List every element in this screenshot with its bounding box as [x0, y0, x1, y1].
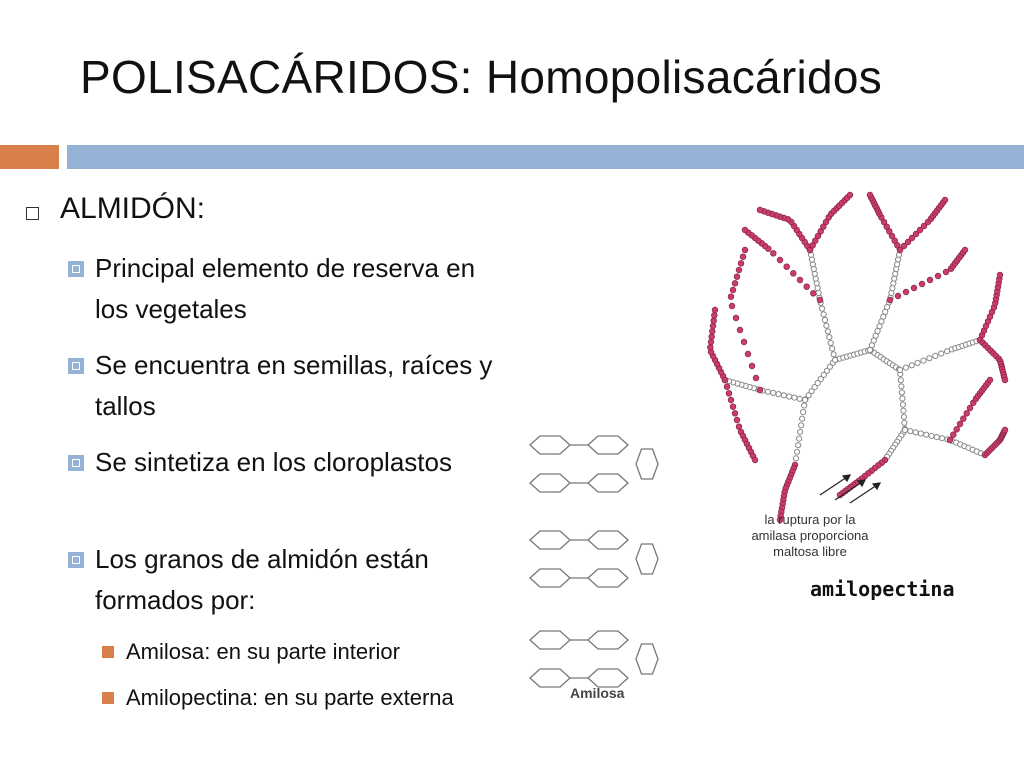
core-residue [832, 357, 837, 362]
sub-bullet-item [126, 679, 486, 717]
note-line: maltosa libre [773, 544, 847, 559]
branch-residue [962, 247, 968, 253]
core-residue [815, 286, 820, 291]
core-residue [798, 429, 803, 434]
branch-residue [964, 410, 970, 416]
branch-residue [954, 426, 960, 432]
branch-residue [790, 270, 796, 276]
core-residue [913, 430, 918, 435]
branch-residue [728, 294, 734, 300]
glucose-ring [530, 436, 570, 454]
bullet-text: Los granos de almidón están formados por: [95, 544, 429, 615]
sub-bullet-item [126, 633, 506, 671]
glucose-ring [636, 449, 658, 479]
branch-residue [887, 297, 893, 303]
core-residue [890, 286, 895, 291]
branch-residue [804, 284, 810, 290]
bullet-item [95, 248, 495, 330]
square-bullet-icon [68, 358, 84, 374]
bullet-text: Se sintetiza en los cloroplastos [95, 447, 452, 477]
amylase-note [720, 512, 900, 560]
core-residue [781, 393, 786, 398]
core-residue [794, 449, 799, 454]
branch-residue [738, 260, 744, 266]
amylopectin-structure-figure [700, 190, 1010, 560]
core-residue [901, 408, 906, 413]
branch-residue [757, 207, 763, 213]
title-accent-blue [67, 145, 1024, 169]
branch-residue [942, 197, 948, 203]
core-residue [897, 367, 902, 372]
core-residue [934, 435, 939, 440]
core-residue [902, 420, 907, 425]
branch-residue [711, 318, 717, 324]
branch-residue [745, 351, 751, 357]
orange-square-bullet-icon [102, 646, 114, 658]
branch-residue [742, 227, 748, 233]
glucose-ring [588, 631, 628, 649]
bullet-item [95, 345, 495, 427]
branch-residue [777, 257, 783, 263]
core-residue [827, 335, 832, 340]
square-bullet-icon [68, 552, 84, 568]
branch-residue [957, 421, 963, 427]
bullet-item [95, 442, 495, 483]
branch-residue [817, 297, 823, 303]
core-residue [902, 427, 907, 432]
core-residue [801, 410, 806, 415]
glucose-ring [530, 569, 570, 587]
core-residue [793, 456, 798, 461]
core-residue [821, 312, 826, 317]
branch-residue [784, 264, 790, 270]
core-residue [765, 389, 770, 394]
orange-square-bullet-icon [102, 692, 114, 704]
glucose-ring [530, 669, 570, 687]
branch-residue [709, 328, 715, 334]
branch-residue [847, 192, 853, 198]
core-residue [899, 384, 904, 389]
branch-residue [950, 432, 956, 438]
branch-residue [903, 289, 909, 295]
branch-residue [757, 387, 763, 393]
core-residue [799, 423, 804, 428]
branch-residue [736, 424, 742, 430]
core-residue [927, 356, 932, 361]
amylopectin-caption: amilopectina [810, 577, 955, 601]
core-residue [825, 329, 830, 334]
branch-residue [730, 404, 736, 410]
core-residue [824, 323, 829, 328]
branch-residue [742, 247, 748, 253]
glucose-ring [530, 631, 570, 649]
glucose-ring [588, 531, 628, 549]
core-residue [792, 395, 797, 400]
note-line: la ruptura por la [764, 512, 856, 527]
branch-residue [736, 267, 742, 273]
arrowhead [843, 475, 850, 481]
square-bullet-icon [68, 455, 84, 471]
branch-residue [740, 254, 746, 260]
square-bullet-icon [68, 261, 84, 277]
glucose-ring [530, 474, 570, 492]
branch-residue [734, 274, 740, 280]
branch-residue [724, 384, 730, 390]
branch-residue [919, 281, 925, 287]
core-residue [900, 396, 905, 401]
glucose-ring [588, 436, 628, 454]
branch-residue [947, 437, 953, 443]
bullet-text: Se encuentra en semillas, raíces y tallos [95, 350, 493, 421]
branch-residue [709, 334, 715, 340]
branch-residue [712, 307, 718, 313]
branch-residue [707, 344, 713, 350]
branch-residue [726, 390, 732, 396]
core-residue [828, 340, 833, 345]
core-residue [787, 394, 792, 399]
branch-residue [752, 457, 758, 463]
core-residue [898, 378, 903, 383]
core-residue [776, 392, 781, 397]
core-residue [900, 402, 905, 407]
title-accent-orange [0, 145, 59, 169]
branch-residue [749, 363, 755, 369]
core-residue [921, 358, 926, 363]
core-residue [830, 346, 835, 351]
bullet-item [95, 539, 495, 621]
branch-residue [927, 277, 933, 283]
branch-residue [911, 285, 917, 291]
branch-residue [732, 410, 738, 416]
branch-residue [733, 315, 739, 321]
core-residue [892, 276, 897, 281]
amylose-label: Amilosa [570, 685, 625, 701]
level1-bullet-box-icon [26, 207, 39, 220]
core-residue [813, 276, 818, 281]
core-residue [901, 414, 906, 419]
branch-residue [797, 277, 803, 283]
glucose-ring [588, 474, 628, 492]
core-residue [831, 352, 836, 357]
branch-residue [943, 269, 949, 275]
branch-residue [867, 192, 873, 198]
core-residue [940, 436, 945, 441]
core-residue [899, 390, 904, 395]
core-residue [802, 403, 807, 408]
branch-residue [770, 250, 776, 256]
arrowhead [873, 483, 880, 489]
branch-residue [810, 290, 816, 296]
amylose-structure-figure [522, 425, 664, 715]
branch-residue [728, 397, 734, 403]
page-title: POLISACÁRIDOS: Homopolisacáridos [80, 51, 883, 103]
branch-residue [960, 416, 966, 422]
glucose-ring [636, 544, 658, 574]
core-residue [939, 351, 944, 356]
core-residue [918, 431, 923, 436]
glucose-ring [530, 531, 570, 549]
heading-almidon: ALMIDÓN: [60, 192, 206, 225]
note-line: amilasa proporciona [751, 528, 869, 543]
branch-residue [708, 339, 714, 345]
branch-residue [730, 287, 736, 293]
branch-residue [710, 323, 716, 329]
branch-residue [734, 417, 740, 423]
branch-residue [997, 272, 1003, 278]
branch-residue [732, 280, 738, 286]
core-residue [797, 396, 802, 401]
core-residue [771, 390, 776, 395]
branch-residue [1002, 377, 1008, 383]
branch-residue [895, 293, 901, 299]
core-residue [796, 443, 801, 448]
branch-residue [737, 327, 743, 333]
core-residue [820, 306, 825, 311]
branch-residue [741, 339, 747, 345]
branch-residue [1002, 427, 1008, 433]
core-residue [802, 397, 807, 402]
core-residue [822, 317, 827, 322]
core-residue [797, 436, 802, 441]
branch-residue [722, 377, 728, 383]
branch-residue [935, 273, 941, 279]
arrowhead [858, 480, 865, 486]
core-residue [924, 432, 929, 437]
core-residue [800, 416, 805, 421]
core-residue [915, 360, 920, 365]
sub-bullet-text: Amilopectina: en su parte externa [126, 685, 454, 710]
branch-residue [729, 303, 735, 309]
branch-residue [987, 377, 993, 383]
core-residue [909, 363, 914, 368]
core-residue [933, 353, 938, 358]
branch-residue [753, 375, 759, 381]
sub-bullet-text: Amilosa: en su parte interior [126, 639, 400, 664]
core-residue [908, 429, 913, 434]
core-residue [929, 433, 934, 438]
branch-residue [967, 405, 973, 411]
glucose-ring [636, 644, 658, 674]
branch-residue [711, 312, 717, 318]
glucose-ring [588, 569, 628, 587]
bullet-text: Principal elemento de reserva en los vegetales [95, 253, 476, 324]
core-residue [903, 365, 908, 370]
